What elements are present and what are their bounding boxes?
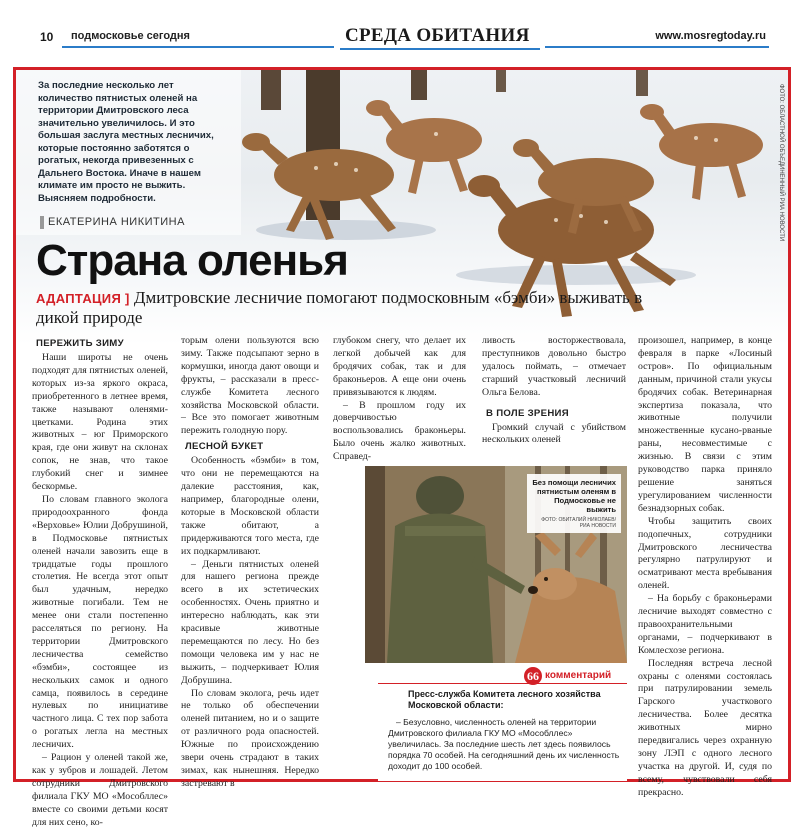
- paragraph: – На борьбу с браконьерами лесничие выходят совместно с правоохранительными органами, – подчеркивают в Комлесхозе региона.: [638, 593, 772, 656]
- text-column-4: [482, 335, 626, 447]
- header-rule-left: [62, 46, 334, 48]
- comment-body: [388, 717, 620, 772]
- comment-source: Пресс-служба Комитета лесного хозяйства Московской области:: [408, 689, 601, 710]
- paragraph: ливость восторжествовала, преступников довольно быстро удалось поймать, – отмечает старший участковый лесничий Ольга Белова.: [482, 335, 626, 398]
- section-heading-bouquet: ЛЕСНОЙ БУКЕТ: [185, 441, 264, 453]
- paragraph: По словам эколога, речь идет не только об обеспечении оленей питанием, но и о защите от различного рода опасностей. Южные по происхождению звери очень страдают в таких зимах, как нынешняя. Нередко застревают в: [181, 687, 319, 789]
- text-column-5: [638, 335, 772, 800]
- publication-name: подмосковье сегодня: [71, 30, 190, 42]
- paragraph: Особенность «бэмби» в том, что они не перемещаются на далекие расстояния, как, например, благородные олени, которые в Московской области также обитают, а придерживаются того места, где их подкармливают.: [181, 455, 319, 557]
- paragraph: – В прошлом году их доверчивостью воспользовались браконьеры. Было очень жалко животных. Справед-: [333, 399, 466, 463]
- running-header: [0, 0, 800, 60]
- section-rubric: СРЕДА ОБИТАНИЯ: [345, 25, 530, 46]
- paragraph: торым олени пользуются всю зиму. Также подсыпают зерно в кормушки, иногда дают овощи и фрукты, – рассказали в пресс-службе Комитета лесного хозяйства Московской области. – Все это помогает животным пережить голодную пору.: [181, 335, 319, 437]
- text-column-2: [181, 335, 319, 791]
- page-number: 10: [40, 30, 54, 44]
- header-rule-mid: [340, 48, 540, 50]
- comment-rule: [378, 683, 627, 684]
- caption-text: Без помощи лесничих пятнистым оленям в Подмосковье не выжить: [532, 478, 616, 514]
- paragraph: – Деньги пятнистых оленей для нашего региона прежде всего в их эстетических особенностях. Очень приятно и интересно наблюдать, как эти красивые животные перемещаются по лесу. Но без помощи человека им у нас не выжить, – подчеркивает Юлия Добрушина.: [181, 558, 319, 686]
- text-column-3: [333, 335, 466, 464]
- section-heading-winter: ПЕРЕЖИТЬ ЗИМУ: [36, 338, 124, 349]
- article-lede: За последние несколько лет количество пятнистых оленей на территории Дмитровского леса значительно увеличилось. И это большая заслуга местных лесничих, которые постоянно заботятся о рогатых, некогда привезенных с Дальнего Востока. Иначе в нашем климате им просто не выжить. Выясняем подробности.: [38, 80, 214, 204]
- photo-credit: ФОТО: ОБЛАСТНОЙ ОБЪЕДИНЕННЫЙ РИА НОВОСТИ: [778, 84, 784, 242]
- site-url[interactable]: www.mosregtoday.ru: [655, 30, 766, 42]
- header-rule-right: [545, 46, 769, 48]
- article-subtitle: [36, 288, 656, 328]
- inset-caption: [527, 474, 621, 533]
- paragraph: произошел, например, в конце февраля в парке «Лосиный остров». По официальным данным, причиной стали укусы бродячих собак. Ветеринарная экспертиза показала, что животные получили множественные кусано-рваные раны, несовместимые с жизнью. В связи с этим руководство парка приняло решение заняться урегулированием численности безнадзорных собак.: [638, 335, 772, 514]
- paragraph: Последняя встреча лесной охраны с оленями состоялась при патрулировании земель Гарского участкового лесничества. Более десятка животных мирно передвигались через охранную зону ЛЭП с одного лесного участка на другой. И, судя по всему, чувствовали себя прекрасно.: [638, 657, 772, 798]
- quote-icon: 66: [524, 667, 542, 685]
- paragraph: Громкий случай с убийством нескольких оленей: [482, 421, 626, 446]
- comment-text: – Безусловно, численность оленей на территории Дмитровского филиала ГКУ МО «Мособллес» увеличилась. За последние шесть лет здесь появилось порядка 70 особей. На сегодняшний день их численность доходит до 100 особей.: [388, 717, 620, 771]
- caption-credit: ФОТО: ОБИТАЛИЙ НИКОЛАЕВ/РИА НОВОСТИ: [541, 517, 616, 529]
- topic-tag: АДАПТАЦИЯ ]: [36, 291, 130, 306]
- paragraph: – Рацион у оленей такой же, как у зубров и лошадей. Летом сотрудники Дмитровского филиала ГКУ МО «Мособллес» вместе со своими детьми косят для них сено, ко-: [32, 752, 168, 828]
- paragraph: Чтобы защитить своих подопечных, сотрудники Дмитровского лесничества регулярно патрулируют и осматривают места вребывания оленей.: [638, 515, 772, 592]
- paragraph: По словам главного эколога природоохранного фонда «Верховье» Юлии Добрушиной, в Подмосковье пятнистых оленей начали завозить еще в тридцатые годы прошлого столетия. Не всегда этот опыт был удачным, нередко животные погибали. Тем не менее они стали постепенно расселяться по региону. На территории Дмитровского лесничества семейство «бэмби», состоящее из нескольких самок и одного самца, появилось в середине нулевых по инициативе частного лица. С тех пор забота о рогатых легла на местных лесничих.: [32, 493, 168, 751]
- subtitle-text: Дмитровские лесничие помогают подмосковным «бэмби» выживать в дикой природе: [36, 288, 643, 327]
- paragraph: Наши широты не очень подходят для пятнистых оленей, которых из-за яркого окраса, приобретенного в летнее время, также называют оленями-цветками. Родина этих животных – юг Приморского края, где они живут на склонах сопок, не знав, что такое глубокий снег и зимнее бескормье.: [32, 352, 168, 493]
- comment-box: [378, 663, 627, 781]
- paragraph: глубоком снегу, что делает их легкой добычей как для бродячих собак, так и для браконьеров. А еще они очень привязываются к людям.: [333, 335, 466, 398]
- comment-header: [378, 667, 627, 683]
- article-title: Страна оленья: [36, 236, 348, 285]
- author-name: ЕКАТЕРИНА НИКИТИНА: [48, 216, 185, 228]
- text-column-1: [32, 335, 168, 830]
- section-heading-view: В ПОЛЕ ЗРЕНИЯ: [486, 407, 569, 419]
- inset-photo: [365, 466, 627, 663]
- hero-photo: [16, 70, 788, 345]
- article-frame: [13, 67, 791, 828]
- comment-label: комментарий: [545, 670, 612, 681]
- author-byline: [40, 216, 185, 228]
